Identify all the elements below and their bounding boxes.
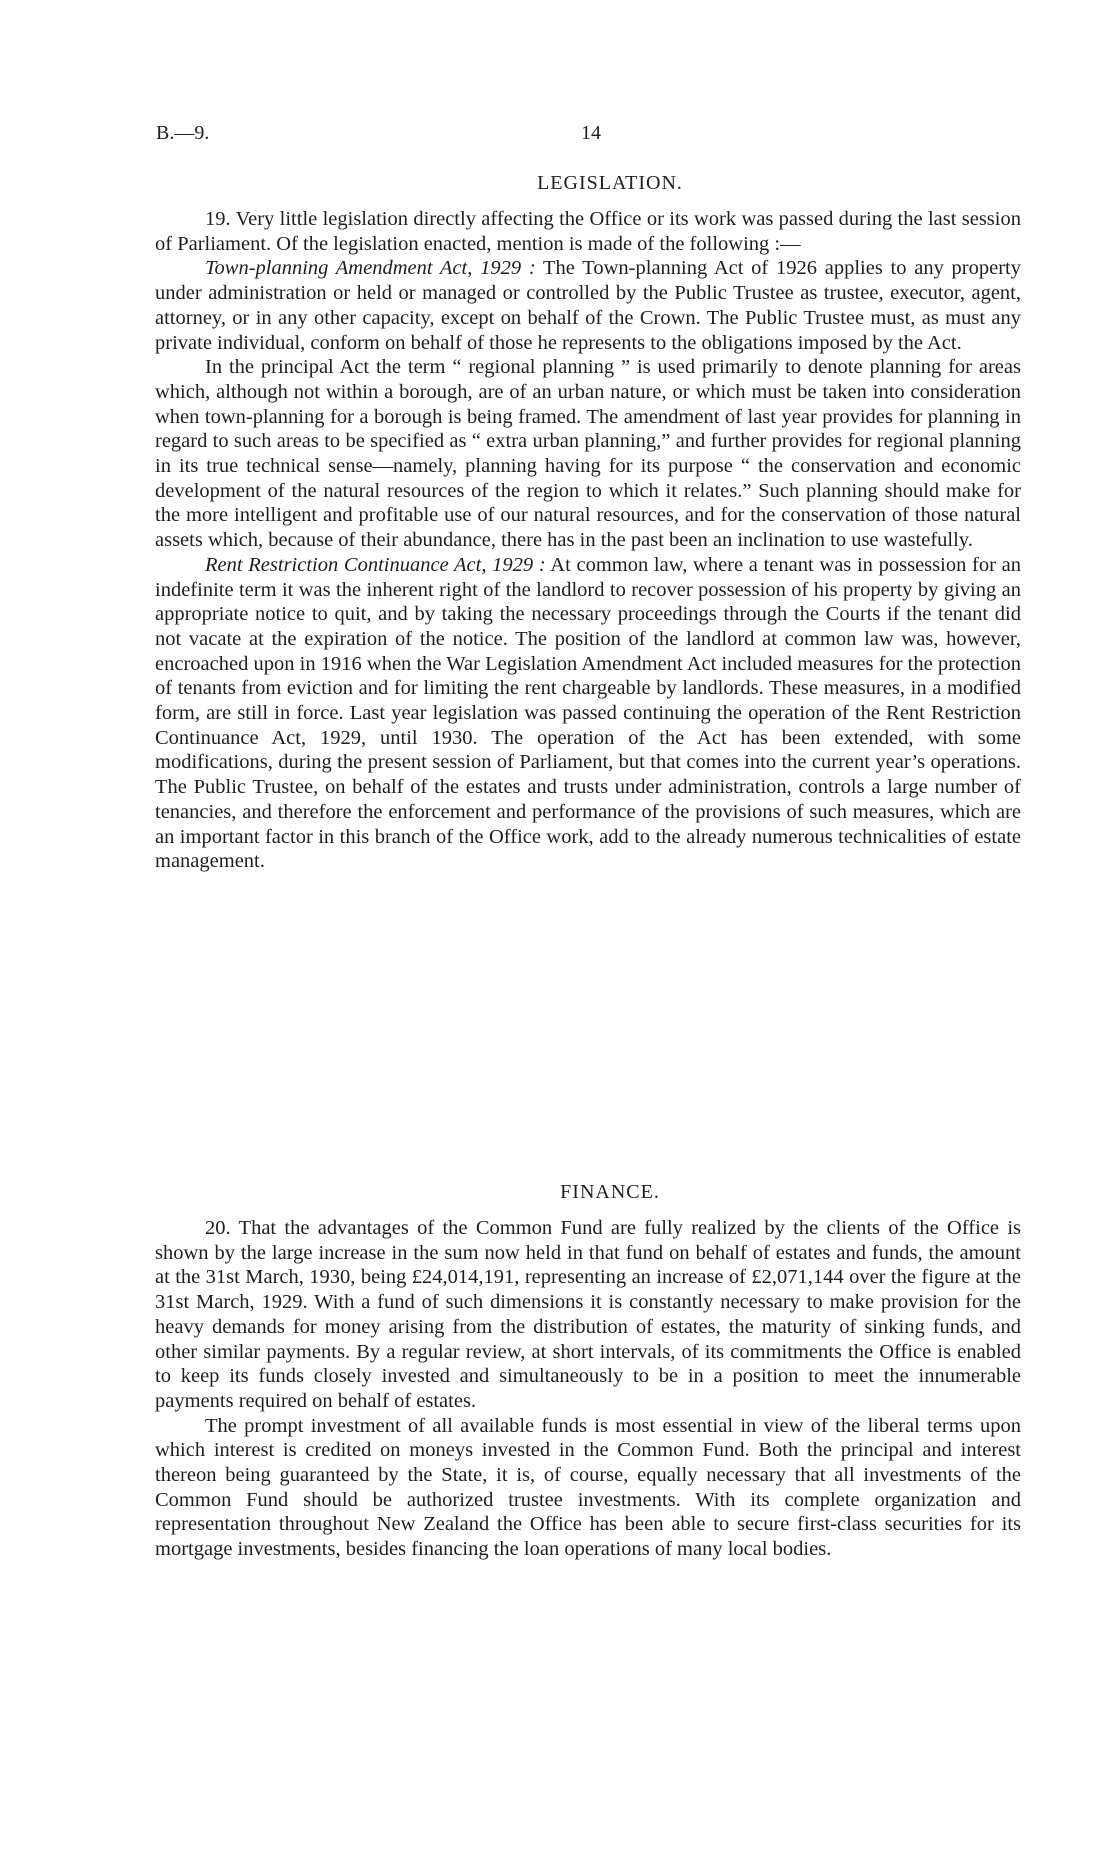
finance-section bbox=[155, 1181, 1021, 1562]
page-number: 14 bbox=[581, 122, 601, 144]
finance-paragraph-20: 20. That the advantages of the Common Fund are fully realized by the clients of the Office is shown by the large increase in the sum now held in that fund on behalf of estates and funds, the amount at the 31st March, 1930, being £24,014,191, representing an increase of £2,071,144 over the figure at the 31st March, 1929. With a fund of such dimensions it is constantly necessary to make provision for the heavy demands for money arising from the distribution of estates, the maturity of sinking funds, and other similar payments. By a regular review, at short intervals, of its commitments the Office is enabled to keep its funds closely invested and simultaneously to be in a position to meet the innumerable payments required on behalf of estates. bbox=[155, 1217, 1021, 1412]
page-header bbox=[156, 122, 1016, 152]
document-reference: B.—9. bbox=[156, 122, 210, 144]
town-planning-act-title: Town-planning Amendment Act, 1929 : bbox=[205, 257, 536, 280]
rent-restriction-act-title: Rent Restriction Continuance Act, 1929 : bbox=[205, 553, 546, 576]
investment-paragraph: The prompt investment of all available funds is most essential in view of the liberal terms upon which interest is credited on moneys invested in the Common Fund. Both the principal and interest thereon being guaranteed by the State, it is, of course, equally necessary that all investments of the Common Fund should be authorized trustee investments. With its complete organization and representation throughout New Zealand the Office has been able to secure first-class securities for its mortgage investments, besides financing the loan operations of many local bodies. bbox=[155, 1414, 1021, 1561]
rent-restriction-paragraph bbox=[155, 553, 1021, 874]
legislation-paragraph-19: 19. Very little legislation directly affecting the Office or its work was passed during the last session of Parliament. Of the legislation enacted, mention is made of the following :— bbox=[155, 208, 1021, 255]
regional-planning-paragraph: In the principal Act the term “ regional planning ” is used primarily to denote planning for areas which, although not within a borough, are of an urban nature, or which must be taken into consideration when town-planning for a borough is being framed. The amendment of last year provides for planning in regard to such areas to be specified as “ extra urban planning,” and further provides for regional planning in its true technical sense—namely, planning having for its purpose “ the conservation and economic development of the natural resources of the region to which it relates.” Such planning should make for the more intelligent and profitable use of our natural resources, and for the conservation of those natural assets which, because of their abundance, there has in the past been an inclination to use wastefully. bbox=[155, 356, 1021, 552]
rent-restriction-text: At common law, where a tenant was in possession for an indefinite term it was the inherent right of the landlord to recover possession of his property by giving an appropriate notice to quit, and by taking the necessary proceedings through the Courts if the tenant did not vacate at the expiration of the notice. The position of the landlord at common law was, however, encroached upon in 1916 when the War Legislation Amendment Act included measures for the protection of tenants from eviction and for limiting the rent chargeable by landlords. These measures, in a modified form, are still in force. Last year legislation was passed continuing the operation of the Rent Restriction Continuance Act, 1929, until 1930. The operation of the Act has been extended, with some modifications, during the present session of Parliament, but that comes into the current year’s operations. The Public Trustee, on behalf of the estates and trusts under administration, controls a large number of tenancies, and therefore the enforcement and performance of the provisions of such measures, which are an important factor in this branch of the Office work, add to the already numerous technicalities of estate management. bbox=[155, 553, 1021, 873]
legislation-section bbox=[155, 172, 1021, 874]
town-planning-paragraph bbox=[155, 256, 1021, 355]
finance-heading: FINANCE. bbox=[560, 1181, 660, 1203]
town-planning-text: The Town-planning Act of 1926 applies to any property under administration or held or managed or controlled by the Public Trustee as trustee, executor, agent, attorney, or in any other capacity, except on behalf of the Crown. The Public Trustee must, as must any private individual, conform on behalf of those he represents to the obligations imposed by the Act. bbox=[155, 257, 1021, 354]
legislation-heading: LEGISLATION. bbox=[537, 172, 683, 194]
